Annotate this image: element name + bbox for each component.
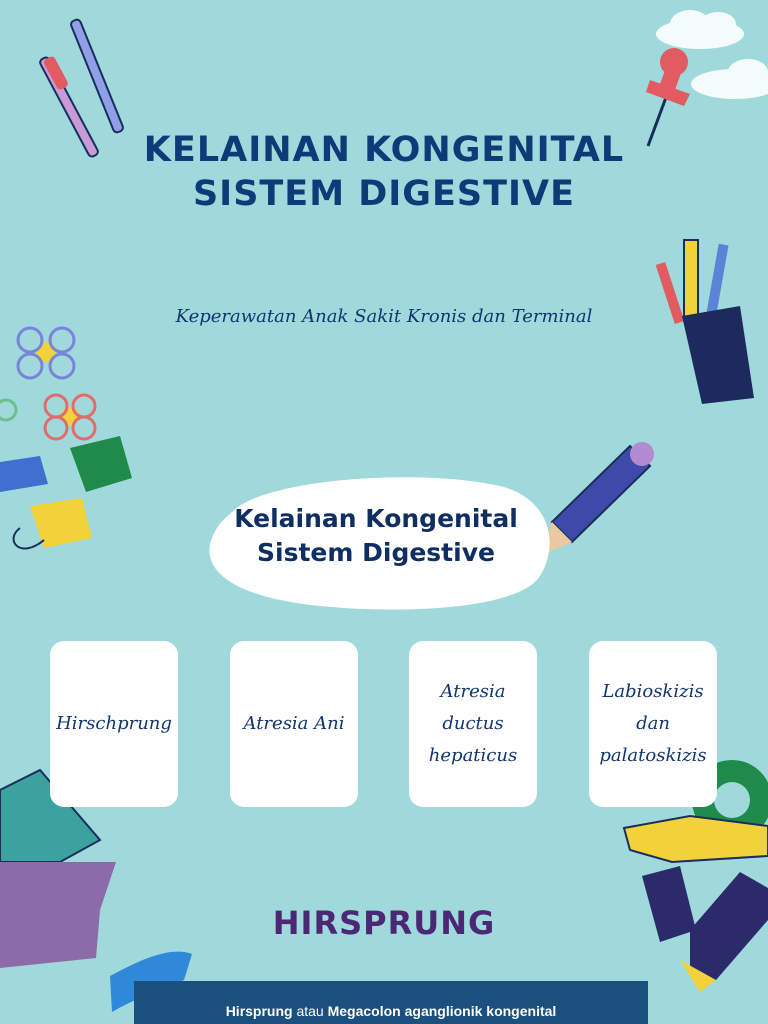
footer-term: Hirsprung: [225, 1003, 293, 1019]
subtitle: Keperawatan Anak Sakit Kronis dan Terminal: [175, 306, 593, 327]
card-labioskizis-palatoskizis[interactable]: [589, 641, 717, 807]
card-atresia-ductus-hepaticus[interactable]: [409, 641, 537, 807]
title-line-1: KELAINAN KONGENITAL: [143, 130, 625, 170]
card-label: Labioskizis: [602, 681, 704, 702]
blob-title-line-2: Sistem Digestive: [257, 538, 495, 567]
card-label: hepaticus: [428, 745, 518, 766]
card-label: palatoskizis: [599, 745, 707, 766]
blob-title: [206, 502, 546, 570]
page-title: [0, 128, 768, 216]
flower-icon: [0, 328, 95, 439]
binder-clip-icon: [0, 436, 132, 548]
footer-connector: atau: [296, 1003, 324, 1019]
footer-definition: Megacolon aganglionik kongenital: [327, 1003, 557, 1019]
card-label: ductus: [442, 713, 504, 734]
blob-title-line-1: Kelainan Kongenital: [234, 504, 518, 533]
section-heading: HIRSPRUNG: [272, 904, 496, 942]
footer-text: [134, 1003, 648, 1019]
card-label: Hirschprung: [56, 713, 172, 734]
card-label: dan: [636, 713, 670, 734]
footer-bar: [134, 981, 648, 1024]
title-line-2: SISTEM DIGESTIVE: [192, 174, 576, 214]
card-hirschprung[interactable]: [50, 641, 178, 807]
card-label: Atresia: [440, 681, 506, 702]
card-label: Atresia Ani: [243, 713, 345, 734]
card-atresia-ani[interactable]: [230, 641, 358, 807]
